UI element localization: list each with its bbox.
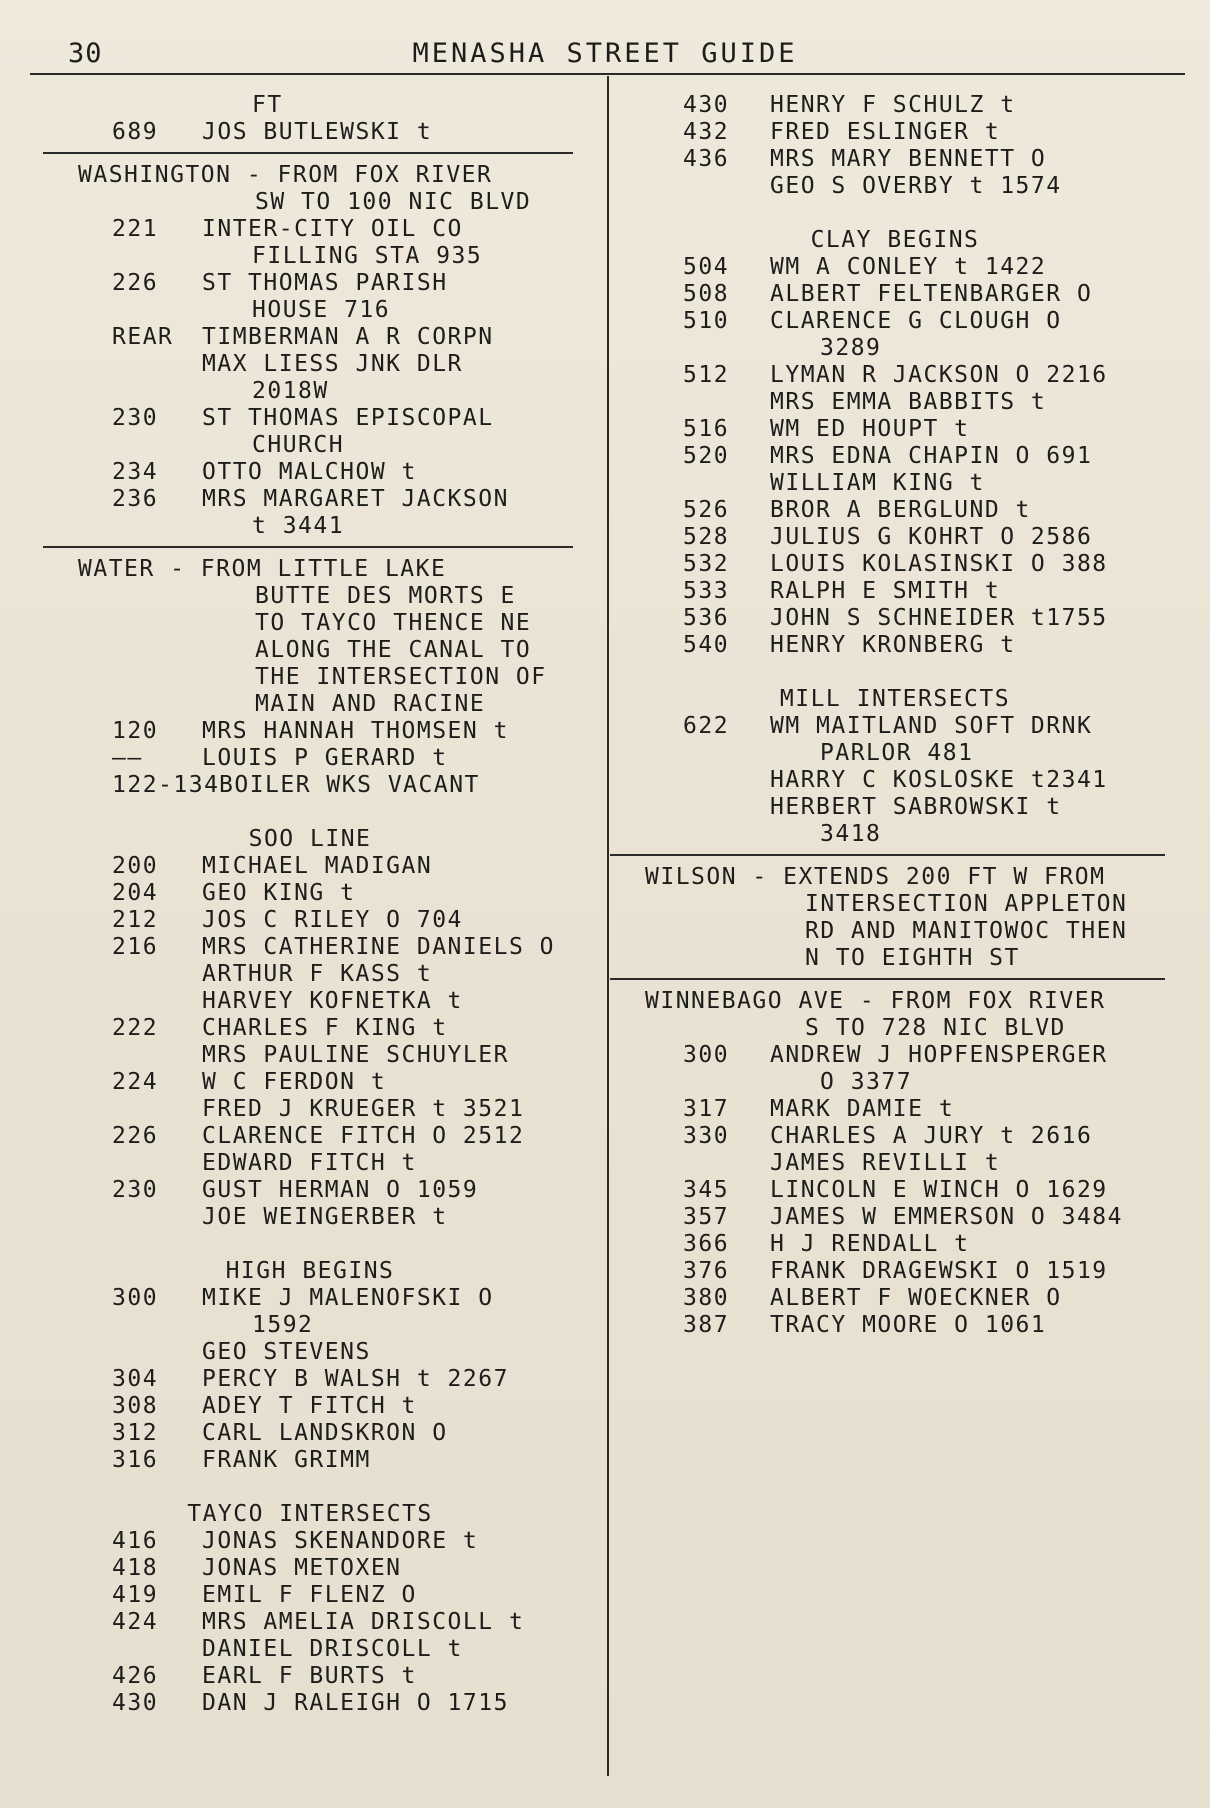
spacer: [605, 659, 1165, 686]
directory-entry: [0, 243, 560, 270]
entry-text: WASHINGTON - FROM FOX RIVER: [78, 162, 493, 188]
intersection-heading: [605, 227, 1165, 254]
directory-entry: [0, 1150, 560, 1177]
entry-text: TAYCO INTERSECTS: [187, 1501, 433, 1527]
directory-entry: [0, 610, 560, 637]
header-rule: [30, 73, 1185, 75]
entry-text: MRS CATHERINE DANIELS O: [202, 934, 555, 960]
house-number: 221: [112, 216, 159, 242]
house-number: 419: [112, 1582, 159, 1608]
house-number: 200: [112, 853, 159, 879]
entry-text: FRED J KRUEGER t 3521: [202, 1096, 525, 1122]
directory-entry: [605, 578, 1165, 605]
house-number: 436: [683, 146, 730, 172]
house-number: 540: [683, 632, 730, 658]
directory-entry: [605, 1123, 1165, 1150]
directory-entry: [0, 1204, 560, 1231]
entry-text: JOHN S SCHNEIDER t1755: [770, 605, 1108, 631]
directory-entry: [605, 1150, 1165, 1177]
entry-text: CLARENCE G CLOUGH O: [770, 308, 1062, 334]
directory-entry: [0, 1663, 560, 1690]
house-number: 224: [112, 1069, 159, 1095]
directory-entry: [605, 389, 1165, 416]
directory-entry: [605, 551, 1165, 578]
house-number: 533: [683, 578, 730, 604]
entry-text: BUTTE DES MORTS E: [255, 583, 516, 609]
entry-text: INTERSECTION APPLETON: [805, 891, 1128, 917]
directory-entry: [0, 1582, 560, 1609]
house-number: 416: [112, 1528, 159, 1554]
intersection-heading: [0, 1501, 560, 1528]
entry-text: FRANK GRIMM: [202, 1447, 371, 1473]
directory-entry: [0, 459, 560, 486]
directory-entry: [0, 1528, 560, 1555]
directory-entry: [605, 524, 1165, 551]
directory-entry: [0, 270, 560, 297]
directory-entry: [0, 1069, 560, 1096]
house-number: 380: [683, 1285, 730, 1311]
directory-entry: [605, 1258, 1165, 1285]
section-rule: [0, 540, 560, 556]
house-number: 316: [112, 1447, 159, 1473]
entry-text: MRS PAULINE SCHUYLER: [202, 1042, 509, 1068]
entry-text: EDWARD FITCH t: [202, 1150, 417, 1176]
house-number: 376: [683, 1258, 730, 1284]
house-number: 212: [112, 907, 159, 933]
entry-text: LYMAN R JACKSON O 2216: [770, 362, 1108, 388]
entry-text: LOUIS KOLASINSKI O 388: [770, 551, 1108, 577]
house-number: 418: [112, 1555, 159, 1581]
entry-text: GEO S OVERBY t 1574: [770, 173, 1062, 199]
house-number: 330: [683, 1123, 730, 1149]
entry-text: MAX LIESS JNK DLR: [202, 351, 463, 377]
directory-entry: [0, 691, 560, 718]
directory-entry: [605, 416, 1165, 443]
spacer: [0, 1474, 560, 1501]
house-number: 432: [683, 119, 730, 145]
entry-text: JOS C RILEY O 704: [202, 907, 463, 933]
directory-entry: [605, 92, 1165, 119]
directory-entry: [605, 821, 1165, 848]
entry-text: 3289: [820, 335, 882, 361]
entry-text: JOE WEINGERBER t: [202, 1204, 448, 1230]
directory-entry: [0, 297, 560, 324]
entry-text: CLAY BEGINS: [810, 227, 980, 253]
directory-entry: [0, 1339, 560, 1366]
directory-entry: [0, 880, 560, 907]
house-number: 520: [683, 443, 730, 469]
directory-entry: [605, 713, 1165, 740]
intersection-heading: [605, 686, 1165, 713]
house-number: 689: [112, 119, 159, 145]
directory-entry: [0, 907, 560, 934]
directory-entry: [605, 1204, 1165, 1231]
directory-entry: [0, 583, 560, 610]
entry-text: GEO KING t: [202, 880, 356, 906]
house-number: 357: [683, 1204, 730, 1230]
directory-entry: [0, 745, 560, 772]
rule-line: [610, 854, 1165, 856]
entry-text: ALONG THE CANAL TO: [255, 637, 532, 663]
spacer: [0, 799, 560, 826]
entry-text: ADEY T FITCH t: [202, 1393, 417, 1419]
entry-text: GEO STEVENS: [202, 1339, 371, 1365]
entry-text: JULIUS G KOHRT O 2586: [770, 524, 1093, 550]
directory-entry: [0, 1555, 560, 1582]
house-number: 536: [683, 605, 730, 631]
entry-text: HERBERT SABROWSKI t: [770, 794, 1062, 820]
entry-text: MICHAEL MADIGAN: [202, 853, 433, 879]
entry-text: ARTHUR F KASS t: [202, 961, 433, 987]
directory-entry: [0, 513, 560, 540]
entry-text: PERCY B WALSH t 2267: [202, 1366, 509, 1392]
entry-text: FILLING STA 935: [252, 243, 483, 269]
entry-text: MIKE J MALENOFSKI O: [202, 1285, 494, 1311]
house-number: 512: [683, 362, 730, 388]
entry-text: SW TO 100 NIC BLVD: [255, 189, 532, 215]
spacer: [0, 1231, 560, 1258]
entry-text: RD AND MANITOWOC THEN: [805, 918, 1128, 944]
rule-line: [43, 546, 573, 548]
directory-entry: [605, 281, 1165, 308]
house-number: 622: [683, 713, 730, 739]
directory-entry: [0, 1609, 560, 1636]
entry-text: JOS BUTLEWSKI t: [202, 119, 433, 145]
entry-text: MARK DAMIE t: [770, 1096, 955, 1122]
entry-text: 2018W: [252, 378, 329, 404]
directory-entry: [605, 362, 1165, 389]
right-column: [605, 92, 1165, 1339]
house-number: 526: [683, 497, 730, 523]
directory-entry: [0, 1393, 560, 1420]
entry-text: ST THOMAS EPISCOPAL: [202, 405, 494, 431]
directory-entry: [605, 891, 1165, 918]
directory-entry: [605, 605, 1165, 632]
directory-entry: [605, 918, 1165, 945]
directory-entry: [0, 1177, 560, 1204]
entry-text: WM A CONLEY t 1422: [770, 254, 1047, 280]
rule-line: [43, 152, 573, 154]
entry-text: LOUIS P GERARD t: [202, 745, 448, 771]
entry-text: GUST HERMAN O 1059: [202, 1177, 479, 1203]
directory-entry: [0, 1366, 560, 1393]
entry-text: RALPH E SMITH t: [770, 578, 1001, 604]
entry-text: THE INTERSECTION OF: [255, 664, 547, 690]
directory-entry: [0, 1636, 560, 1663]
directory-entry: [605, 443, 1165, 470]
house-number: 300: [112, 1285, 159, 1311]
directory-entry: [605, 632, 1165, 659]
directory-entry: [605, 1069, 1165, 1096]
street-heading: [0, 556, 560, 583]
directory-entry: [605, 740, 1165, 767]
directory-entry: [0, 216, 560, 243]
house-number: 300: [683, 1042, 730, 1068]
directory-entry: [605, 1177, 1165, 1204]
directory-entry: [605, 173, 1165, 200]
directory-entry: [605, 945, 1165, 972]
house-number: 312: [112, 1420, 159, 1446]
directory-entry: [605, 1285, 1165, 1312]
directory-entry: [0, 1042, 560, 1069]
directory-entry: [0, 324, 560, 351]
entry-text: WM MAITLAND SOFT DRNK: [770, 713, 1093, 739]
entry-text: WM ED HOUPT t: [770, 416, 970, 442]
entry-text: EARL F BURTS t: [202, 1663, 417, 1689]
house-number: 234: [112, 459, 159, 485]
house-number: 216: [112, 934, 159, 960]
directory-entry: [0, 1015, 560, 1042]
section-rule: [0, 146, 560, 162]
house-number: 366: [683, 1231, 730, 1257]
directory-entry: [0, 1312, 560, 1339]
directory-entry: [605, 146, 1165, 173]
entry-text: WILLIAM KING t: [770, 470, 985, 496]
entry-text: MRS EMMA BABBITS t: [770, 389, 1047, 415]
directory-entry: [0, 772, 560, 799]
directory-entry: [0, 664, 560, 691]
entry-text: EMIL F FLENZ O: [202, 1582, 417, 1608]
entry-text: FT: [252, 92, 283, 118]
directory-entry: [0, 432, 560, 459]
house-number: 226: [112, 1123, 159, 1149]
house-number: 230: [112, 405, 159, 431]
entry-text: ST THOMAS PARISH: [202, 270, 448, 296]
directory-entry: [605, 1042, 1165, 1069]
directory-entry: [605, 767, 1165, 794]
directory-entry: [605, 308, 1165, 335]
entry-text: PARLOR 481: [820, 740, 974, 766]
entry-text: JONAS SKENANDORE t: [202, 1528, 479, 1554]
entry-text: MRS MARGARET JACKSON: [202, 486, 509, 512]
entry-text: O 3377: [820, 1069, 913, 1095]
entry-text: HOUSE 716: [252, 297, 391, 323]
house-number: 230: [112, 1177, 159, 1203]
entry-text: HARVEY KOFNETKA t: [202, 988, 463, 1014]
house-number: 508: [683, 281, 730, 307]
house-number: 426: [112, 1663, 159, 1689]
entry-text: CHARLES F KING t: [202, 1015, 448, 1041]
entry-text: DANIEL DRISCOLL t: [202, 1636, 463, 1662]
directory-entry: [0, 378, 560, 405]
entry-text: CHARLES A JURY t 2616: [770, 1123, 1093, 1149]
house-number: 226: [112, 270, 159, 296]
directory-entry: [605, 254, 1165, 281]
house-number: 222: [112, 1015, 159, 1041]
street-heading: [605, 864, 1165, 891]
directory-entry: [0, 988, 560, 1015]
entry-text: t 3441: [252, 513, 345, 539]
spacer: [605, 200, 1165, 227]
intersection-heading: [0, 826, 560, 853]
entry-text: FRANK DRAGEWSKI O 1519: [770, 1258, 1108, 1284]
house-number: 304: [112, 1366, 159, 1392]
directory-entry: [0, 92, 560, 119]
street-heading: [605, 988, 1165, 1015]
entry-text: MAIN AND RACINE: [255, 691, 486, 717]
entry-text: FRED ESLINGER t: [770, 119, 1001, 145]
directory-entry: [605, 470, 1165, 497]
directory-entry: [605, 1096, 1165, 1123]
directory-entry: [0, 405, 560, 432]
directory-entry: [605, 1015, 1165, 1042]
house-number: 424: [112, 1609, 159, 1635]
house-number: REAR: [112, 324, 174, 350]
entry-text: CARL LANDSKRON O: [202, 1420, 448, 1446]
house-number: 510: [683, 308, 730, 334]
directory-entry: [0, 351, 560, 378]
entry-text: CLARENCE FITCH O 2512: [202, 1123, 525, 1149]
directory-entry: [605, 1312, 1165, 1339]
house-number: 504: [683, 254, 730, 280]
street-heading: [0, 162, 560, 189]
directory-entry: [0, 934, 560, 961]
entry-text: N TO EIGHTH ST: [805, 945, 1020, 971]
entry-text: MILL INTERSECTS: [779, 686, 1011, 712]
entry-text: 3418: [820, 821, 882, 847]
entry-text: H J RENDALL t: [770, 1231, 970, 1257]
house-number: ——: [112, 745, 143, 771]
directory-entry: [0, 1420, 560, 1447]
entry-text: BOILER WKS VACANT: [219, 772, 480, 798]
left-column: [0, 92, 560, 1717]
directory-entry: [0, 189, 560, 216]
house-number: 308: [112, 1393, 159, 1419]
directory-entry: [0, 637, 560, 664]
directory-entry: [0, 119, 560, 146]
directory-entry: [605, 497, 1165, 524]
directory-entry: [605, 119, 1165, 146]
entry-text: HARRY C KOSLOSKE t2341: [770, 767, 1108, 793]
directory-entry: [0, 1096, 560, 1123]
entry-text: HIGH BEGINS: [225, 1258, 395, 1284]
entry-text: HENRY F SCHULZ t: [770, 92, 1016, 118]
section-rule: [605, 848, 1165, 864]
entry-text: SOO LINE: [248, 826, 372, 852]
house-number: 317: [683, 1096, 730, 1122]
entry-text: HENRY KRONBERG t: [770, 632, 1016, 658]
house-number: 430: [683, 92, 730, 118]
directory-entry: [605, 1231, 1165, 1258]
directory-entry: [605, 794, 1165, 821]
directory-entry: [605, 335, 1165, 362]
entry-text: TRACY MOORE O 1061: [770, 1312, 1047, 1338]
directory-entry: [0, 1123, 560, 1150]
entry-text: JAMES W EMMERSON O 3484: [770, 1204, 1123, 1230]
entry-text: WATER - FROM LITTLE LAKE: [78, 556, 447, 582]
entry-text: JAMES REVILLI t: [770, 1150, 1001, 1176]
intersection-heading: [0, 1258, 560, 1285]
directory-entry: [0, 718, 560, 745]
entry-text: TO TAYCO THENCE NE: [255, 610, 532, 636]
entry-text: CHURCH: [252, 432, 345, 458]
entry-text: ALBERT FELTENBARGER O: [770, 281, 1093, 307]
entry-text: TIMBERMAN A R CORPN: [202, 324, 494, 350]
house-number: 516: [683, 416, 730, 442]
house-number: 532: [683, 551, 730, 577]
house-number: 528: [683, 524, 730, 550]
house-number: 122-134: [112, 772, 220, 798]
house-number: 430: [112, 1690, 159, 1716]
directory-entry: [0, 1447, 560, 1474]
page-number: 30: [68, 38, 103, 69]
entry-text: DAN J RALEIGH O 1715: [202, 1690, 509, 1716]
entry-text: BROR A BERGLUND t: [770, 497, 1031, 523]
house-number: 120: [112, 718, 159, 744]
page-title: MENASHA STREET GUIDE: [412, 38, 798, 69]
entry-text: OTTO MALCHOW t: [202, 459, 417, 485]
house-number: 345: [683, 1177, 730, 1203]
entry-text: W C FERDON t: [202, 1069, 387, 1095]
entry-text: S TO 728 NIC BLVD: [805, 1015, 1066, 1041]
rule-line: [610, 978, 1165, 980]
house-number: 204: [112, 880, 159, 906]
entry-text: ANDREW J HOPFENSPERGER: [770, 1042, 1108, 1068]
directory-entry: [0, 486, 560, 513]
entry-text: 1592: [252, 1312, 314, 1338]
entry-text: LINCOLN E WINCH O 1629: [770, 1177, 1108, 1203]
entry-text: ALBERT F WOECKNER O: [770, 1285, 1062, 1311]
directory-entry: [0, 961, 560, 988]
entry-text: WILSON - EXTENDS 200 FT W FROM: [645, 864, 1106, 890]
section-rule: [605, 972, 1165, 988]
directory-entry: [0, 1690, 560, 1717]
entry-text: INTER-CITY OIL CO: [202, 216, 463, 242]
entry-text: MRS MARY BENNETT O: [770, 146, 1047, 172]
directory-entry: [0, 1285, 560, 1312]
entry-text: MRS AMELIA DRISCOLL t: [202, 1609, 525, 1635]
entry-text: MRS HANNAH THOMSEN t: [202, 718, 509, 744]
entry-text: WINNEBAGO AVE - FROM FOX RIVER: [645, 988, 1106, 1014]
entry-text: MRS EDNA CHAPIN O 691: [770, 443, 1093, 469]
entry-text: JONAS METOXEN: [202, 1555, 402, 1581]
directory-entry: [0, 853, 560, 880]
house-number: 236: [112, 486, 159, 512]
house-number: 387: [683, 1312, 730, 1338]
